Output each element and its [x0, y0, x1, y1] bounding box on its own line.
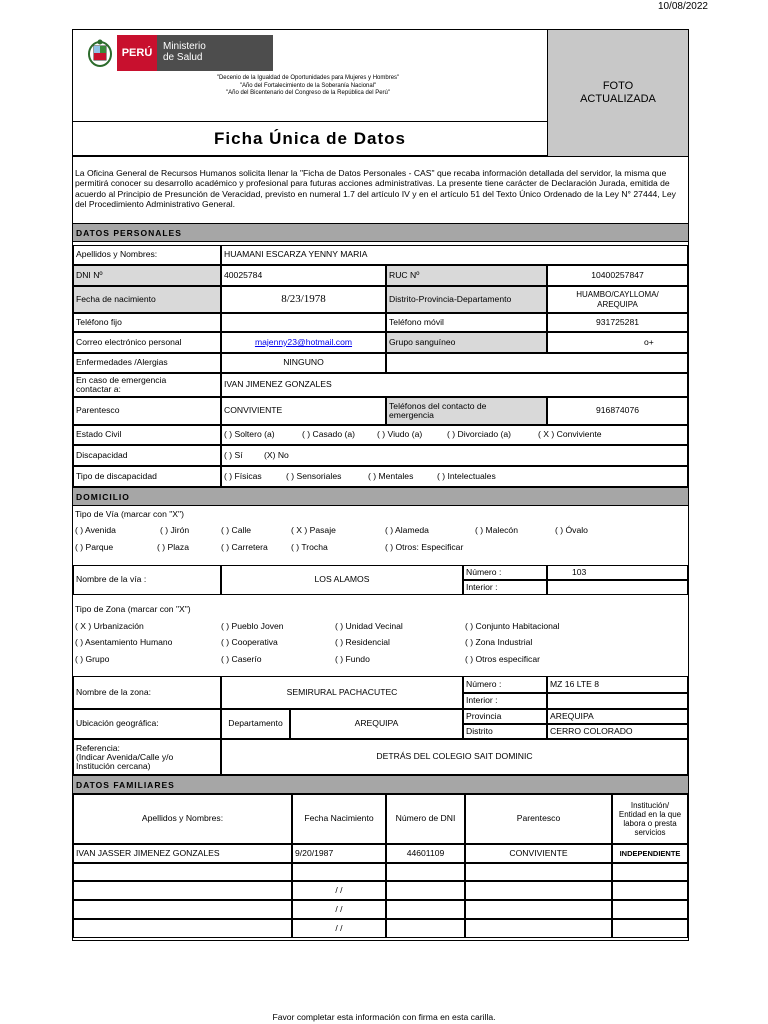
via-option[interactable]: ( ) Calle — [221, 525, 252, 535]
dni-label: DNI Nº — [73, 265, 221, 286]
zona-option[interactable]: ( ) Unidad Vecinal — [335, 621, 403, 631]
family-cell[interactable] — [465, 881, 612, 900]
zona-option[interactable]: ( ) Otros especificar — [465, 654, 540, 664]
zona-option[interactable]: ( ) Fundo — [335, 654, 370, 664]
family-cell[interactable] — [73, 863, 292, 881]
nombre-via-value[interactable]: LOS ALAMOS — [221, 565, 463, 595]
family-cell[interactable]: INDEPENDIENTE — [612, 844, 688, 863]
movil-label: Teléfono móvil — [386, 313, 547, 332]
fam-header-parentesco: Parentesco — [465, 794, 612, 844]
tipo-zona-title: Tipo de Zona (marcar con "X") — [75, 604, 191, 614]
via-option[interactable]: ( ) Otros: Especificar — [385, 542, 464, 552]
departamento-label: Departamento — [221, 709, 290, 739]
correo-label: Correo electrónico personal — [73, 332, 221, 353]
photo-box: FOTO ACTUALIZADA — [547, 30, 688, 156]
family-cell[interactable] — [73, 881, 292, 900]
family-cell[interactable] — [386, 900, 465, 919]
family-cell[interactable]: / / — [292, 881, 386, 900]
movil-value[interactable]: 931725281 — [547, 313, 688, 332]
tipo-disc-option[interactable]: ( ) Mentales — [368, 470, 414, 481]
minsa-logo — [83, 35, 273, 71]
family-cell[interactable] — [465, 919, 612, 938]
tipo-disc-option[interactable]: ( ) Físicas — [224, 470, 262, 481]
referencia-value[interactable]: DETRÁS DEL COLEGIO SAIT DOMINIC — [221, 739, 688, 775]
tipo-zona-block — [73, 595, 688, 676]
family-cell[interactable] — [386, 881, 465, 900]
zona-option[interactable]: ( X ) Urbanización — [75, 621, 144, 631]
interior-value[interactable] — [547, 580, 688, 595]
zona-option[interactable]: ( ) Cooperativa — [221, 637, 278, 647]
zona-option[interactable]: ( ) Grupo — [75, 654, 110, 664]
civil-option[interactable]: ( ) Divorciado (a) — [447, 429, 511, 440]
civil-option[interactable]: ( ) Soltero (a) — [224, 429, 275, 440]
family-cell[interactable]: / / — [292, 919, 386, 938]
distrito-value[interactable]: HUAMBO/CAYLLOMA/ AREQUIPA — [547, 286, 688, 313]
family-cell[interactable] — [612, 919, 688, 938]
family-cell[interactable] — [612, 863, 688, 881]
nombre-via-label: Nombre de la vía : — [73, 565, 221, 595]
provincia-label: Provincia — [463, 709, 547, 724]
tipo-discapacidad-options — [221, 466, 688, 487]
discapacidad-label: Discapacidad — [73, 445, 221, 466]
fam-header-nombres: Apellidos y Nombres: — [73, 794, 292, 844]
ruc-value[interactable]: 10400257847 — [547, 265, 688, 286]
via-option[interactable]: ( ) Trocha — [291, 542, 328, 552]
nacimiento-label: Fecha de nacimiento — [73, 286, 221, 313]
zona-option[interactable]: ( ) Caserío — [221, 654, 262, 664]
fam-header-dni: Número de DNI — [386, 794, 465, 844]
disc-option[interactable]: ( ) Sí — [224, 449, 243, 460]
distrito-dom-value[interactable]: CERRO COLORADO — [547, 724, 688, 739]
distrito-dom-label: Distrito — [463, 724, 547, 739]
footer-note: Favor completar esta información con firma en esta carilla. — [272, 1012, 496, 1022]
family-cell[interactable]: 44601109 — [386, 844, 465, 863]
grupo-value[interactable]: o+ — [547, 332, 688, 353]
nombre-zona-value[interactable]: SEMIRURAL PACHACUTEC — [221, 676, 463, 709]
enfermedades-extra — [386, 353, 688, 373]
intro-text: La Oficina General de Recursos Humanos solicita llenar la "Ficha de Datos Personales - CAS" que recaba información detallada del servidor, la misma que permitirá conocer su desarrollo académico y profesional para futuras acciones administrativas. La presente tiene carácter de Declaración Jurada, emitida de acuerdo al Principio de Presunción de Veracidad, previsto en numeral 1.7 del artículo IV y en el artículo 51 del Texto Único Ordenado de la Ley N° 27444, Ley del Procedimiento Administrativo General. — [73, 156, 688, 223]
dni-value[interactable]: 40025784 — [221, 265, 386, 286]
numero-zona-value[interactable]: MZ 16 LTE 8 — [547, 676, 688, 693]
form-header — [73, 30, 547, 122]
fam-header-institucion: Institución/ Entidad en la que labora o presta servicios — [612, 794, 688, 844]
parentesco-label: Parentesco — [73, 397, 221, 425]
interior-zona-value[interactable] — [547, 693, 688, 709]
via-option[interactable]: ( ) Jirón — [160, 525, 190, 535]
civil-option[interactable]: ( X ) Conviviente — [538, 429, 602, 440]
provincia-value[interactable]: AREQUIPA — [547, 709, 688, 724]
tipo-discapacidad-label: Tipo de discapacidad — [73, 466, 221, 487]
parentesco-value[interactable]: CONVIVIENTE — [221, 397, 386, 425]
via-option[interactable]: ( ) Malecón — [475, 525, 518, 535]
ruc-label: RUC Nº — [386, 265, 547, 286]
family-cell[interactable]: CONVIVIENTE — [465, 844, 612, 863]
section-domicilio: DOMICILIO — [73, 487, 688, 506]
zona-option[interactable]: ( ) Zona Industrial — [465, 637, 533, 647]
nombres-label: Apellidos y Nombres: — [73, 245, 221, 265]
enfermedades-label: Enfermedades /Alergias — [73, 353, 221, 373]
civil-option[interactable]: ( ) Viudo (a) — [377, 429, 423, 440]
decenio-line: "Decenio de la Igualdad de Oportunidades para Mujeres y Hombres" — [216, 75, 400, 81]
nombre-zona-label: Nombre de la zona: — [73, 676, 221, 709]
fam-header-fecha: Fecha Nacimiento — [292, 794, 386, 844]
telefono-label: Teléfono fijo — [73, 313, 221, 332]
disc-option[interactable]: (X) No — [264, 449, 289, 460]
family-cell[interactable] — [386, 919, 465, 938]
grupo-label: Grupo sanguíneo — [386, 332, 547, 353]
zona-option[interactable]: ( ) Residencial — [335, 637, 390, 647]
estado-civil-label: Estado Civil — [73, 425, 221, 445]
print-date: 10/08/2022 — [657, 1, 708, 12]
numero-value[interactable]: 103 — [547, 565, 688, 580]
family-cell[interactable]: / / — [292, 900, 386, 919]
via-option[interactable]: ( ) Avenida — [75, 525, 116, 535]
ministerio-label: Ministerio de Salud — [157, 35, 273, 71]
civil-option[interactable]: ( ) Casado (a) — [302, 429, 356, 440]
interior-label: Interior : — [463, 580, 547, 595]
tipo-disc-option[interactable]: ( ) Intelectuales — [437, 470, 496, 481]
peru-label: PERÚ — [117, 35, 157, 71]
distrito-label: Distrito-Provincia-Departamento — [386, 286, 547, 313]
referencia-label: Referencia: (Indicar Avenida/Calle y/o Institución cercana) — [73, 739, 221, 775]
family-cell[interactable] — [292, 863, 386, 881]
ubicacion-label: Ubicación geográfica: — [73, 709, 221, 739]
via-option[interactable]: ( ) Óvalo — [555, 525, 588, 535]
tipo-via-title: Tipo de Vía (marcar con "X") — [75, 509, 184, 519]
family-cell[interactable] — [465, 863, 612, 881]
interior-zona-label: Interior : — [463, 693, 547, 709]
family-cell[interactable] — [386, 863, 465, 881]
telefono-value[interactable] — [221, 313, 386, 332]
via-option[interactable]: ( X ) Pasaje — [291, 525, 336, 535]
peru-seal-icon — [83, 35, 117, 71]
zona-option[interactable]: ( ) Pueblo Joven — [221, 621, 284, 631]
via-option[interactable]: ( ) Carretera — [221, 542, 268, 552]
nacimiento-value[interactable]: 8/23/1978 — [221, 286, 386, 313]
tipo-disc-option[interactable]: ( ) Sensoriales — [286, 470, 342, 481]
via-option[interactable]: ( ) Parque — [75, 542, 114, 552]
decenio-text — [183, 75, 433, 98]
family-cell[interactable] — [612, 900, 688, 919]
family-cell[interactable] — [73, 919, 292, 938]
estado-civil-options — [221, 425, 688, 445]
emergencia-value[interactable]: IVAN JIMENEZ GONZALES — [221, 373, 688, 397]
zona-option[interactable]: ( ) Asentamiento Humano — [75, 637, 173, 647]
tel-contacto-label: Teléfonos del contacto de emergencia — [386, 397, 547, 425]
via-option[interactable]: ( ) Alameda — [385, 525, 429, 535]
emergencia-label: En caso de emergencia contactar a: — [73, 373, 221, 397]
decenio-line: "Año del Fortalecimiento de la Soberanía Nacional" — [239, 82, 377, 89]
departamento-value[interactable]: AREQUIPA — [290, 709, 463, 739]
tel-contacto-value[interactable]: 916874076 — [547, 397, 688, 425]
numero-label: Número : — [463, 565, 547, 580]
tipo-via-block — [73, 506, 688, 565]
family-cell[interactable] — [73, 900, 292, 919]
section-datos-personales: DATOS PERSONALES — [73, 223, 688, 242]
correo-link[interactable]: majenny23@hotmail.com — [254, 336, 353, 347]
section-datos-familiares: DATOS FAMILIARES — [73, 775, 688, 794]
numero-zona-label: Número : — [463, 676, 547, 693]
form-title: Ficha Única de Datos — [73, 122, 547, 156]
decenio-line: "Año del Bicentenario del Congreso de la República del Perú" — [225, 90, 391, 96]
family-cell[interactable]: 9/20/1987 — [292, 844, 386, 863]
discapacidad-options — [221, 445, 688, 466]
nombres-value[interactable]: HUAMANI ESCARZA YENNY MARIA — [221, 245, 688, 265]
via-option[interactable]: ( ) Plaza — [157, 542, 189, 552]
family-cell[interactable]: IVAN JASSER JIMENEZ GONZALES — [73, 844, 292, 863]
zona-option[interactable]: ( ) Conjunto Habitacional — [465, 621, 560, 631]
family-cell[interactable] — [465, 900, 612, 919]
correo-value[interactable] — [221, 332, 386, 353]
family-cell[interactable] — [612, 881, 688, 900]
enfermedades-value[interactable]: NINGUNO — [221, 353, 386, 373]
form-frame — [72, 29, 689, 941]
